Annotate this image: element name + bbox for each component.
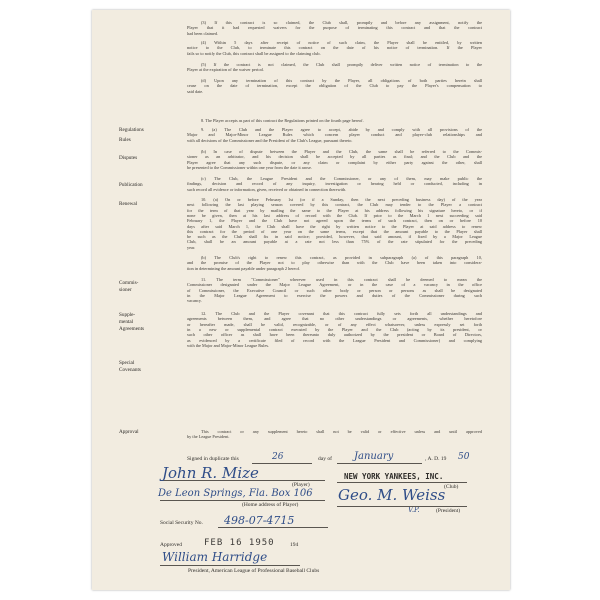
text-line: Player that it had requested waivers for the purpose of terminating this contract and that the contract — [187, 25, 482, 31]
text-line: 8. The Player accepts as part of this contract the Regulations printed on the fourth page hereof. — [201, 118, 364, 123]
text-line: 9. (a) The Club and the Player agree to accept, abide by and comply with all provisions of the — [201, 127, 482, 132]
text-line: (3) If this contract is so claimed, the Club shall, promptly and before any assignment, notify the — [201, 20, 482, 25]
ad-label: , A. D. 19 — [425, 456, 447, 462]
text-line: 11. The term "Commissioner" wherever used in this contract shall be deemed to mean the — [201, 277, 482, 282]
president-label: (President) — [436, 508, 461, 514]
ssn-label: Social Security No. — [160, 520, 203, 526]
text-line: Major and Major-Minor League Rules which concern player conduct and player-club relationships and — [187, 132, 482, 138]
text-line: sioner as an arbitrator, and his decision shall be accepted by all parties as final; and the Club and the — [187, 154, 482, 160]
club-name: NEW YORK YANKEES, INC. — [344, 472, 444, 481]
text-line: such record all evidence or information, given, received or obtained in connection therewith. — [187, 186, 347, 192]
label-publication: Publication — [119, 182, 143, 188]
text-line: agreements between them, and agree that no other understandings or agreements, whether heretofore — [187, 316, 482, 322]
label-commissioner-2: sioner — [119, 287, 132, 293]
label-special-2: Covenants — [119, 367, 141, 373]
text-line: days after said March 1, the Club shall have the right by written notice to the Player at said address to renew — [187, 223, 482, 229]
text-line: (b) In case of dispute between the Player and the Club, the same shall be referred to the Commis- — [201, 149, 482, 154]
text-line: (c) The Club, the League President and the Commissioner, or any of them, may make public the — [201, 176, 482, 181]
club-label: (Club) — [444, 484, 459, 490]
league-signature-line — [160, 565, 300, 566]
text-line: with the Major and Major-Minor League Rules. — [187, 342, 270, 348]
text-line: 12. The Club and the Player covenant that this contract fully sets forth all understandings and — [201, 311, 482, 316]
label-supplemental-1: Supple- — [119, 312, 136, 318]
text-line: by the League President. — [187, 434, 230, 440]
text-line: in a new or supplemental contract executed by the Player and the Club (acting by its president, or — [187, 326, 482, 332]
text-line: (4) Within 5 days after receipt of notice of such claim, the Player shall be entitled, by written — [201, 40, 482, 45]
day-of-label: day of — [318, 456, 332, 462]
text-line: for the term of that year by mailing the same to the Player at his address following his signature hereto, or if — [187, 207, 482, 213]
text-line: with all decisions of the Commissioner and the President of the Club's League, pursuant thereto. — [187, 137, 353, 143]
label-special-1: Special — [119, 360, 135, 366]
label-regulations: Regulations — [119, 127, 144, 133]
month-line — [337, 463, 422, 464]
text-line: this contract for the period of one year on the same terms, except that the amount payable to the Player shall — [187, 228, 482, 234]
text-line: in the Major League Agreement to exercise the powers and duties of the Commissioner during such — [187, 292, 482, 298]
text-line: said date. — [187, 88, 204, 94]
text-line: Commissioner designated under the Major League Agreement, or in the case of a vacancy in the office — [187, 282, 482, 288]
home-address: De Leon Springs, Fla. Box 106 — [158, 488, 313, 499]
text-line: 10. (a) On or before February 1st (or if a Sunday, then the next preceding business day) of the year — [201, 197, 482, 202]
label-approval: Approval — [119, 429, 139, 435]
league-caption: President, American League of Professional Baseball Clubs — [188, 568, 320, 574]
text-line: cease on the date of termination, except the obligation of the Club to pay the Player's compensation to — [187, 83, 482, 89]
approved-label: Approved — [160, 542, 182, 548]
text-line: next following the last playing season covered by this contract, the Club may tender to the Player a contract — [187, 202, 482, 208]
text-line: notice to the Club, to terminate this contract on the date of his notice of termination. If the Player — [187, 45, 482, 51]
text-line: such other officer as shall have been thereunto duly authorized by the president or Board of Directors, — [187, 332, 482, 338]
text-line: as evidenced by a certificate filed of record with the League President and Commissioner) and complying — [187, 337, 482, 343]
day-line — [252, 463, 312, 464]
text-line: February 1, the Player and the Club have not agreed upon the terms of such contract, then on or before 10 — [187, 218, 482, 224]
text-line: or hereafter made, shall be valid, recognizable, or of any effect whatsoever, unless expressly set forth — [187, 321, 482, 327]
text-line: This contract or any supplement hereto shall not be valid or effective unless and until approved — [201, 429, 482, 434]
text-line: and the promise of the Player not to play otherwise than with the Club have been taken into considera- — [187, 260, 482, 266]
player-label: (Player) — [292, 482, 310, 488]
ssn-line — [218, 527, 328, 528]
label-supplemental-2: mental — [119, 319, 134, 325]
president-line — [337, 506, 467, 507]
president-signature: Geo. M. Weiss — [338, 486, 446, 504]
home-address-line — [160, 500, 325, 501]
vice-note: V.P. — [408, 506, 420, 514]
signed-in-label: Signed in duplicate this — [187, 456, 239, 462]
text-line: had been claimed. — [187, 30, 219, 36]
label-renewal: Renewal — [119, 201, 138, 207]
text-line: (d) Upon any termination of this contract by the Player, all obligations of both parties herein shall — [201, 78, 482, 83]
text-line: findings, decision and record of any inquiry, investigation or hearing held or conducted, including in — [187, 181, 482, 187]
text-line: Player at the expiration of the waiver period. — [187, 67, 264, 73]
text-line: fails so to notify the Club, this contract shall be assigned to the claiming club. — [187, 50, 321, 56]
day-value: 26 — [272, 452, 284, 462]
text-line: of Commissioner, the Executive Council or such other body or person or persons as shall be designated — [187, 287, 482, 293]
label-commissioner-1: Commis- — [119, 280, 139, 286]
text-line: tion in determining the amount payable under paragraph 2 hereof. — [187, 265, 301, 271]
month-value: January — [354, 451, 394, 462]
text-line: none be given, then at his last address of record with the Club. If prior to the March 1 next succeeding said — [187, 212, 482, 218]
text-line: Club, shall be an amount payable at a rate not less than 75% of the rate stipulated for the preceding — [187, 239, 482, 245]
text-line: be presented to the Commissioner within one year from the date it arose. — [187, 164, 312, 170]
text-line: (b) The Club's right to renew this contract, as provided in subparagraph (a) of this paragraph 10, — [201, 255, 482, 260]
league-signature: William Harridge — [162, 550, 268, 564]
text-line: year. — [187, 244, 196, 250]
label-rules: Rules — [119, 137, 131, 143]
text-line: be such as the Club shall fix in said notice; provided, however, that said amount, if fixed by a Major League — [187, 234, 482, 240]
home-label: (Home address of Player) — [242, 502, 299, 508]
text-line: vacancy. — [187, 298, 202, 304]
club-line — [337, 482, 467, 483]
label-disputes: Disputes — [119, 155, 138, 161]
year-value: 50 — [458, 452, 470, 462]
player-signature: John R. Mize — [162, 464, 259, 482]
approved-stamp: FEB 16 1950 — [204, 538, 275, 548]
text-line: Player agree that any such dispute, or any claim or complaint by either party against the other, shall — [187, 159, 482, 165]
ssn-value: 498-07-4715 — [224, 514, 295, 527]
label-supplemental-3: Agreements — [119, 326, 145, 332]
contract-page — [92, 10, 510, 590]
approved-year: 194 — [290, 542, 299, 548]
text-line: (5) If the contract is not claimed, the Club shall promptly deliver written notice of termination to the — [201, 62, 482, 67]
